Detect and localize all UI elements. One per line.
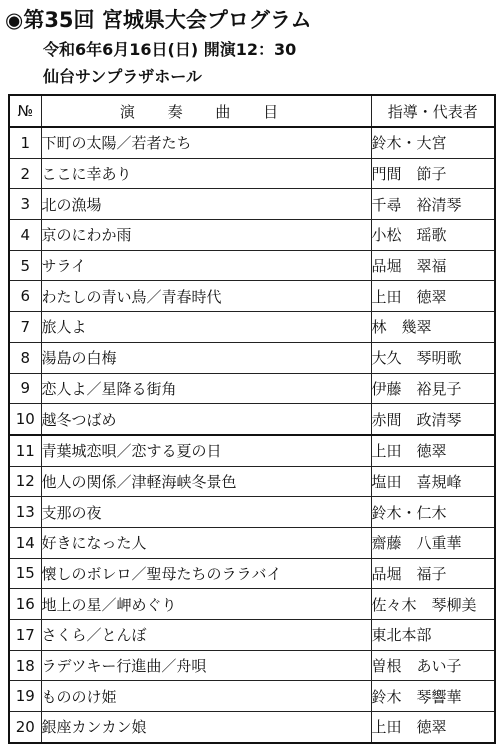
table-row (9, 650, 495, 681)
director-name: 曽根 あい子 (371, 650, 495, 681)
row-number: 3 (9, 189, 41, 220)
table-row (9, 497, 495, 528)
table-row (9, 620, 495, 651)
director-name: 齋藤 八重華 (371, 527, 495, 558)
row-number: 6 (9, 281, 41, 312)
column-header-director: 指導・代表者 (371, 95, 495, 127)
table-row (9, 373, 495, 404)
table-row (9, 158, 495, 189)
director-name: 林 幾翠 (371, 312, 495, 343)
director-name: 鈴木・大宮 (371, 127, 495, 158)
program-title: ◉第35回 宮城県大会プログラム (5, 8, 312, 32)
director-name: 鈴木・仁木 (371, 497, 495, 528)
table-row (9, 127, 495, 158)
table-row (9, 342, 495, 373)
table-header-row (9, 95, 495, 127)
column-header-song: 演 奏 曲 目 (41, 95, 371, 127)
table-row (9, 589, 495, 620)
column-header-number: № (9, 95, 41, 127)
row-number: 5 (9, 250, 41, 281)
song-title: 懐しのボレロ／聖母たちのララバイ (41, 558, 371, 589)
song-title: 恋人よ／星降る街角 (41, 373, 371, 404)
director-name: 伊藤 裕見子 (371, 373, 495, 404)
row-number: 13 (9, 497, 41, 528)
row-number: 10 (9, 404, 41, 435)
director-name: 上田 徳翠 (371, 712, 495, 743)
row-number: 20 (9, 712, 41, 743)
song-title: 旅人よ (41, 312, 371, 343)
row-number: 7 (9, 312, 41, 343)
song-title: 他人の関係／津軽海峡冬景色 (41, 466, 371, 497)
song-title: 下町の太陽／若者たち (41, 127, 371, 158)
table-row (9, 435, 495, 466)
director-name: 東北本部 (371, 620, 495, 651)
song-title: サライ (41, 250, 371, 281)
row-number: 19 (9, 681, 41, 712)
table-row (9, 712, 495, 743)
row-number: 18 (9, 650, 41, 681)
director-name: 大久 琴明歌 (371, 342, 495, 373)
director-name: 鈴木 琴響華 (371, 681, 495, 712)
table-row (9, 312, 495, 343)
row-number: 4 (9, 220, 41, 251)
song-title: 銀座カンカン娘 (41, 712, 371, 743)
table-row (9, 404, 495, 435)
row-number: 1 (9, 127, 41, 158)
director-name: 門間 節子 (371, 158, 495, 189)
director-name: 品堀 福子 (371, 558, 495, 589)
song-title: ラデツキー行進曲／舟唄 (41, 650, 371, 681)
song-title: ここに幸あり (41, 158, 371, 189)
row-number: 2 (9, 158, 41, 189)
director-name: 小松 瑶歌 (371, 220, 495, 251)
row-number: 16 (9, 589, 41, 620)
song-title: 北の漁場 (41, 189, 371, 220)
table-row (9, 466, 495, 497)
table-row (9, 527, 495, 558)
event-date-time: 令和6年6月16日(日) 開演12：30 (43, 40, 297, 59)
table-row (9, 189, 495, 220)
table-row (9, 681, 495, 712)
director-name: 上田 徳翠 (371, 281, 495, 312)
director-name: 千尋 裕清琴 (371, 189, 495, 220)
row-number: 9 (9, 373, 41, 404)
table-row (9, 558, 495, 589)
table-row (9, 220, 495, 251)
program-header (0, 0, 500, 92)
row-number: 8 (9, 342, 41, 373)
song-title: 湯島の白梅 (41, 342, 371, 373)
director-name: 上田 徳翠 (371, 435, 495, 466)
table-row (9, 250, 495, 281)
director-name: 赤間 政清琴 (371, 404, 495, 435)
row-number: 14 (9, 527, 41, 558)
song-title: もののけ姫 (41, 681, 371, 712)
event-venue: 仙台サンプラザホール (43, 67, 202, 86)
row-number: 12 (9, 466, 41, 497)
director-name: 塩田 喜規峰 (371, 466, 495, 497)
song-title: 地上の星／岬めぐり (41, 589, 371, 620)
program-table (8, 94, 496, 744)
row-number: 15 (9, 558, 41, 589)
row-number: 17 (9, 620, 41, 651)
song-title: 越冬つばめ (41, 404, 371, 435)
song-title: 支那の夜 (41, 497, 371, 528)
director-name: 品堀 翠福 (371, 250, 495, 281)
song-title: わたしの青い鳥／青春時代 (41, 281, 371, 312)
song-title: 青葉城恋唄／恋する夏の日 (41, 435, 371, 466)
song-title: 京のにわか雨 (41, 220, 371, 251)
table-row (9, 281, 495, 312)
song-title: さくら／とんぼ (41, 620, 371, 651)
row-number: 11 (9, 435, 41, 466)
director-name: 佐々木 琴柳美 (371, 589, 495, 620)
song-title: 好きになった人 (41, 527, 371, 558)
